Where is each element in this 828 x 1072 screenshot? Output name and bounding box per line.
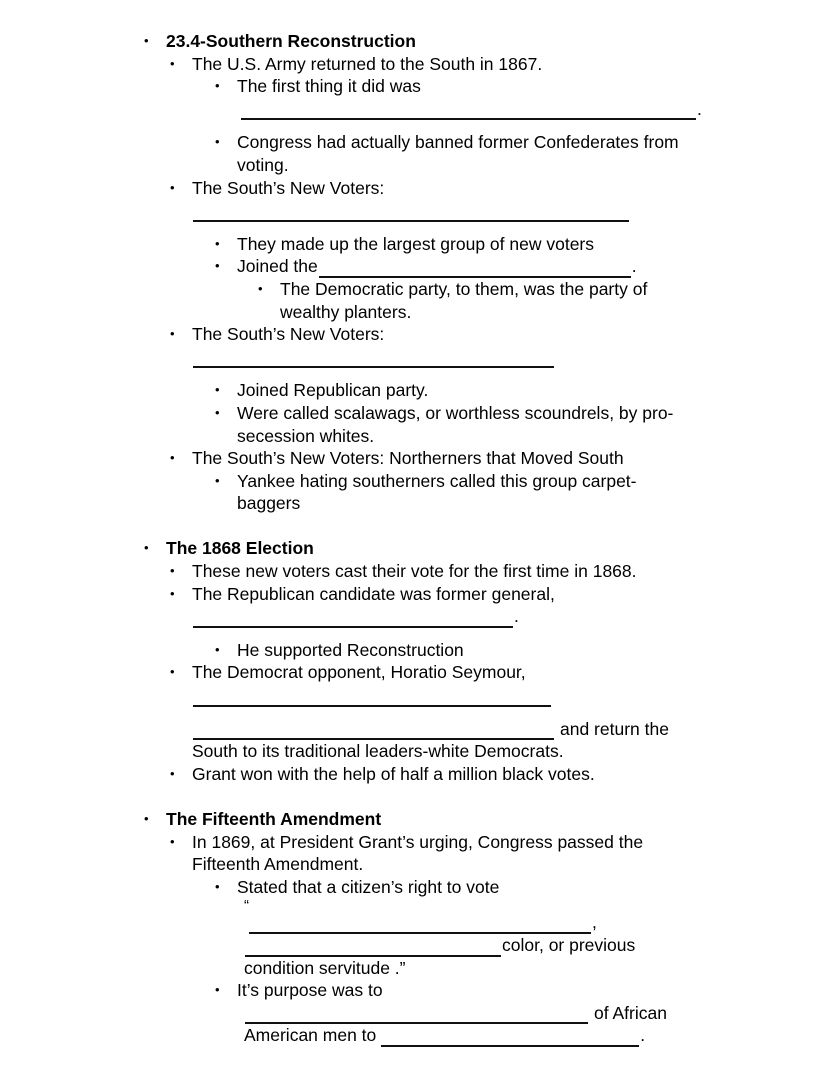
section-heading-1868-election: [0, 537, 828, 560]
blank-underline[interactable]: [193, 609, 513, 628]
list-item: [0, 661, 828, 684]
fill-in-blank-row: [0, 934, 828, 957]
list-item-label: [237, 255, 828, 278]
list-item: [0, 131, 828, 176]
blank-trailing-punctuation: ,: [592, 912, 597, 933]
bullet-icon: [170, 763, 192, 786]
heading-text: The Fifteenth Amendment: [166, 809, 382, 829]
fill-in-blank-row: [0, 684, 828, 707]
section-spacer: [0, 515, 828, 538]
blank-underline[interactable]: [381, 1028, 639, 1047]
fill-in-blank-row: [0, 718, 828, 741]
blank-trailing-punctuation: .: [640, 1025, 646, 1046]
list-item-label: The South’s New Voters: Northerners that Moved South: [192, 448, 624, 469]
list-item-label: In 1869, at President Grant’s urging, Congress passed the Fifteenth Amendment.: [192, 831, 644, 875]
bullet-icon: [215, 639, 237, 662]
quotation-open-icon: “: [244, 897, 249, 915]
list-item-label: It’s purpose was to: [237, 980, 383, 1001]
section-heading-fifteenth-amendment: [0, 808, 828, 831]
fill-in-blank-row: [0, 1024, 828, 1047]
list-item-label: He supported Reconstruction: [237, 639, 464, 660]
list-item: [0, 402, 828, 447]
blank-underline[interactable]: [245, 938, 501, 957]
document-content: [0, 30, 828, 1047]
heading-text: 23.4-Southern Reconstruction: [166, 31, 416, 51]
list-item-label: Yankee hating southerners called this group carpet-baggers: [237, 470, 637, 514]
blank-underline[interactable]: [319, 259, 631, 278]
leading-text: American men to: [244, 1025, 377, 1046]
list-item-label: The U.S. Army returned to the South in 1867.: [192, 53, 543, 74]
bullet-icon: [170, 447, 192, 470]
bullet-icon: [215, 876, 237, 899]
list-item: [0, 470, 828, 515]
list-item: [0, 583, 828, 606]
bullet-icon: [170, 583, 192, 606]
spacer: [0, 222, 828, 233]
bullet-icon: [215, 75, 237, 98]
bullet-icon: [170, 831, 192, 854]
fill-in-blank-row: [0, 199, 828, 222]
list-item-label: Were called scalawags, or worthless scoundrels, by pro-secession whites.: [237, 402, 674, 446]
blank-trailing-text: of African: [594, 1002, 667, 1023]
list-item: [0, 763, 828, 786]
blank-underline[interactable]: [193, 203, 629, 222]
list-item: [0, 876, 828, 899]
blank-underline[interactable]: [193, 688, 551, 707]
bullet-icon: [215, 131, 237, 154]
bullet-icon: [144, 30, 166, 53]
fill-in-blank-row: [0, 98, 828, 121]
list-item-label: Stated that a citizen’s right to vote: [237, 876, 500, 897]
list-item: [0, 75, 828, 98]
list-item: [0, 53, 828, 76]
list-item: [0, 177, 828, 200]
bullet-icon: [258, 278, 280, 301]
list-item: [0, 979, 828, 1002]
list-item-label: These new voters cast their vote for the first time in 1868.: [192, 561, 637, 582]
bullet-icon: [215, 979, 237, 1002]
fill-in-blank-row: [0, 911, 828, 934]
fill-in-blank-row: [0, 605, 828, 628]
bullet-icon: [215, 255, 237, 278]
blank-underline[interactable]: [245, 1006, 588, 1025]
list-item-text: Joined the: [237, 256, 318, 277]
list-item: [0, 560, 828, 583]
blank-trailing-punctuation: .: [631, 256, 637, 277]
spacer: [0, 120, 828, 131]
bullet-icon: [144, 537, 166, 560]
blank-underline[interactable]: [249, 915, 591, 934]
list-item-label: The South’s New Voters:: [192, 177, 385, 198]
bullet-icon: [170, 53, 192, 76]
list-item: [0, 323, 828, 346]
bullet-icon: [170, 661, 192, 684]
list-item: [0, 379, 828, 402]
bullet-icon: [215, 470, 237, 493]
spacer: [0, 707, 828, 718]
list-item-label: The first thing it did was: [237, 76, 421, 97]
bullet-icon: [170, 177, 192, 200]
list-item-label: Congress had actually banned former Confederates from voting.: [237, 132, 679, 175]
wrapped-text-row: [0, 957, 828, 980]
bullet-icon: [215, 379, 237, 402]
list-item: [0, 447, 828, 470]
spacer: [0, 368, 828, 379]
list-item: [0, 233, 828, 256]
list-item: [0, 639, 828, 662]
blank-trailing-punctuation: .: [514, 606, 519, 627]
bullet-icon: [215, 402, 237, 425]
blank-underline[interactable]: [193, 350, 554, 369]
fill-in-blank-row: [0, 346, 828, 369]
spacer: [0, 628, 828, 639]
wrapped-text: condition servitude .”: [244, 957, 406, 978]
list-item-label: The Democrat opponent, Horatio Seymour,: [192, 662, 526, 683]
bullet-icon: [170, 323, 192, 346]
heading-text: The 1868 Election: [166, 538, 314, 559]
bullet-icon: [170, 560, 192, 583]
bullet-icon: [144, 808, 166, 831]
blank-underline[interactable]: [193, 722, 554, 741]
quote-open-row: [0, 897, 828, 915]
list-item-label: They made up the largest group of new voters: [237, 233, 595, 254]
blank-trailing-text: color, or previous: [502, 934, 636, 955]
list-item-label: The Republican candidate was former general,: [192, 583, 555, 604]
wrapped-text-row: [0, 740, 828, 763]
fill-in-blank-row: [0, 1002, 828, 1025]
blank-trailing-text: and return the: [560, 718, 669, 739]
section-spacer: [0, 785, 828, 808]
list-item-label: Grant won with the help of half a million black votes.: [192, 763, 595, 784]
list-item: [0, 255, 828, 278]
list-item: [0, 278, 828, 323]
list-item-label: The South’s New Voters:: [192, 324, 385, 345]
section-heading-southern-reconstruction: [0, 30, 828, 53]
list-item-label: Joined Republican party.: [237, 380, 429, 401]
blank-underline[interactable]: [241, 102, 696, 121]
blank-trailing-punctuation: .: [697, 98, 702, 119]
bullet-icon: [215, 233, 237, 256]
wrapped-text: South to its traditional leaders-white Democrats.: [192, 741, 564, 762]
list-item: [0, 831, 828, 876]
list-item-text: The Democratic party, to them, was the party of wealthy planters.: [280, 278, 648, 322]
